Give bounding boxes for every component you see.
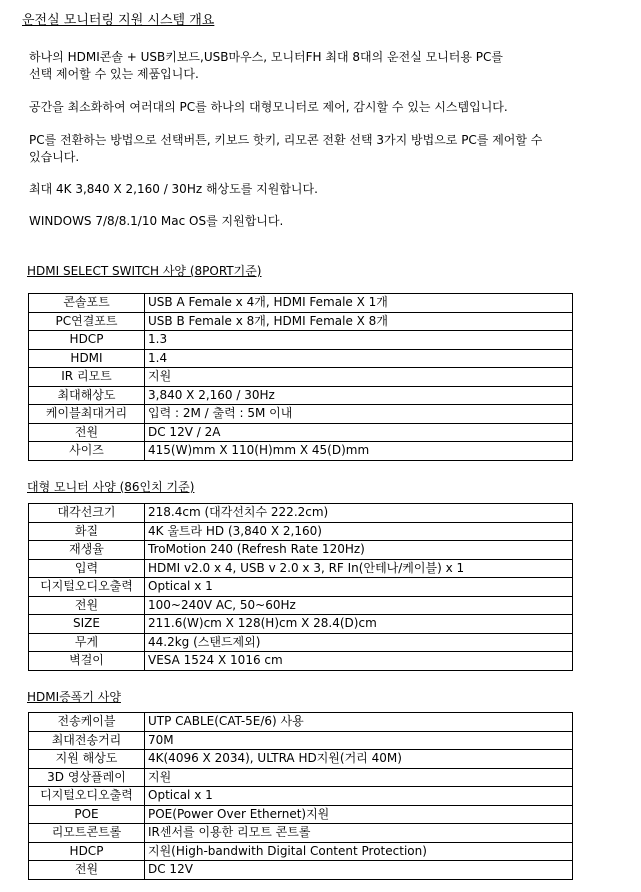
spec-key: 전원 xyxy=(29,423,145,442)
spec-key: 디지털오디오출력 xyxy=(29,787,145,806)
table-row xyxy=(29,386,573,405)
spec-value: 415(W)mm X 110(H)mm X 45(D)mm xyxy=(145,442,573,461)
table-row xyxy=(29,842,573,861)
spec-value: 1.3 xyxy=(145,331,573,350)
intro-line: 있습니다. xyxy=(29,150,80,164)
table-row xyxy=(29,750,573,769)
spec-value: 입력 : 2M / 출력 : 5M 이내 xyxy=(145,405,573,424)
spec-key: SIZE xyxy=(29,615,145,634)
spec-key: 3D 영상플레이 xyxy=(29,768,145,787)
spec-key: HDCP xyxy=(29,331,145,350)
spec-key: 전송케이블 xyxy=(29,713,145,732)
table-row xyxy=(29,861,573,880)
spec-value: Optical x 1 xyxy=(145,787,573,806)
spec-value: HDMI v2.0 x 4, USB v 2.0 x 3, RF In(안테나/케이블) x 1 xyxy=(145,559,573,578)
spec-key: 재생율 xyxy=(29,541,145,560)
table-row xyxy=(29,312,573,331)
spec-value: DC 12V / 2A xyxy=(145,423,573,442)
spec-key: 최대전송거리 xyxy=(29,731,145,750)
intro-paragraph-5: WINDOWS 7/8/8.1/10 Mac OS를 지원합니다. xyxy=(29,214,284,228)
table-row xyxy=(29,731,573,750)
intro-line: 선택 제어할 수 있는 제품입니다. xyxy=(29,67,199,81)
spec-value: TroMotion 240 (Refresh Rate 120Hz) xyxy=(145,541,573,560)
table-row xyxy=(29,294,573,313)
spec-key: 최대해상도 xyxy=(29,386,145,405)
spec-value: DC 12V xyxy=(145,861,573,880)
spec-value: UTP CABLE(CAT-5E/6) 사용 xyxy=(145,713,573,732)
spec-key: 사이즈 xyxy=(29,442,145,461)
table-row xyxy=(29,652,573,671)
table-row xyxy=(29,713,573,732)
extender-spec-heading: HDMI증폭기 사양 xyxy=(27,690,121,704)
table-row xyxy=(29,504,573,523)
spec-key: POE xyxy=(29,805,145,824)
spec-value: 70M xyxy=(145,731,573,750)
spec-value: Optical x 1 xyxy=(145,578,573,597)
table-row xyxy=(29,368,573,387)
spec-key: 콘솔포트 xyxy=(29,294,145,313)
table-row xyxy=(29,331,573,350)
table-row xyxy=(29,805,573,824)
spec-value: USB A Female x 4개, HDMI Female X 1개 xyxy=(145,294,573,313)
table-row xyxy=(29,787,573,806)
spec-value: 211.6(W)cm X 128(H)cm X 28.4(D)cm xyxy=(145,615,573,634)
table-row xyxy=(29,615,573,634)
spec-key: PC연결포트 xyxy=(29,312,145,331)
switch-spec-table xyxy=(28,293,573,461)
spec-key: 지원 해상도 xyxy=(29,750,145,769)
spec-key: 화질 xyxy=(29,522,145,541)
spec-key: 디지털오디오출력 xyxy=(29,578,145,597)
spec-value: 지원(High-bandwith Digital Content Protection) xyxy=(145,842,573,861)
spec-key: 무게 xyxy=(29,633,145,652)
spec-key: 전원 xyxy=(29,596,145,615)
spec-value: IR센서를 이용한 리모트 콘트롤 xyxy=(145,824,573,843)
table-row xyxy=(29,633,573,652)
table-row xyxy=(29,522,573,541)
table-row xyxy=(29,578,573,597)
spec-value: POE(Power Over Ethernet)지원 xyxy=(145,805,573,824)
table-row xyxy=(29,824,573,843)
spec-value: 3,840 X 2,160 / 30Hz xyxy=(145,386,573,405)
spec-key: HDCP xyxy=(29,842,145,861)
spec-value: 4K 울트라 HD (3,840 X 2,160) xyxy=(145,522,573,541)
table-row xyxy=(29,541,573,560)
spec-key: 입력 xyxy=(29,559,145,578)
table-row xyxy=(29,768,573,787)
spec-value: 100~240V AC, 50~60Hz xyxy=(145,596,573,615)
spec-key: HDMI xyxy=(29,349,145,368)
spec-value: 218.4cm (대각선치수 222.2cm) xyxy=(145,504,573,523)
spec-key: 벽걸이 xyxy=(29,652,145,671)
intro-paragraph-2: 공간을 최소화하여 여러대의 PC를 하나의 대형모니터로 제어, 감시할 수 있는 시스템입니다. xyxy=(29,100,508,114)
table-row xyxy=(29,423,573,442)
spec-key: 케이블최대거리 xyxy=(29,405,145,424)
table-row xyxy=(29,405,573,424)
document-title: 운전실 모니터링 지원 시스템 개요 xyxy=(22,13,215,28)
spec-value: 지원 xyxy=(145,768,573,787)
extender-spec-table xyxy=(28,712,573,880)
intro-paragraph-4: 최대 4K 3,840 X 2,160 / 30Hz 해상도를 지원합니다. xyxy=(29,182,318,196)
spec-key: 리모트콘트롤 xyxy=(29,824,145,843)
spec-key: 전원 xyxy=(29,861,145,880)
table-row xyxy=(29,442,573,461)
intro-paragraph-3 xyxy=(29,132,542,166)
table-row xyxy=(29,596,573,615)
intro-line: 하나의 HDMI콘솔 + USB키보드,USB마우스, 모니터FH 최대 8대의 운전실 모니터용 PC를 xyxy=(29,50,504,64)
spec-value: 44.2kg (스탠드제외) xyxy=(145,633,573,652)
spec-value: 1.4 xyxy=(145,349,573,368)
spec-value: USB B Female x 8개, HDMI Female X 8개 xyxy=(145,312,573,331)
intro-paragraph-1 xyxy=(29,49,503,83)
spec-value: 지원 xyxy=(145,368,573,387)
spec-value: VESA 1524 X 1016 cm xyxy=(145,652,573,671)
spec-value: 4K(4096 X 2034), ULTRA HD지원(거리 40M) xyxy=(145,750,573,769)
switch-spec-heading: HDMI SELECT SWITCH 사양 (8PORT기준) xyxy=(27,264,262,278)
table-row xyxy=(29,349,573,368)
table-row xyxy=(29,559,573,578)
spec-key: 대각선크기 xyxy=(29,504,145,523)
monitor-spec-heading: 대형 모니터 사양 (86인치 기준) xyxy=(27,480,195,494)
spec-key: IR 리모트 xyxy=(29,368,145,387)
intro-line: PC를 전환하는 방법으로 선택버튼, 키보드 핫키, 리모콘 전환 선택 3가지 방법으로 PC를 제어할 수 xyxy=(29,133,543,147)
monitor-spec-table xyxy=(28,503,573,671)
